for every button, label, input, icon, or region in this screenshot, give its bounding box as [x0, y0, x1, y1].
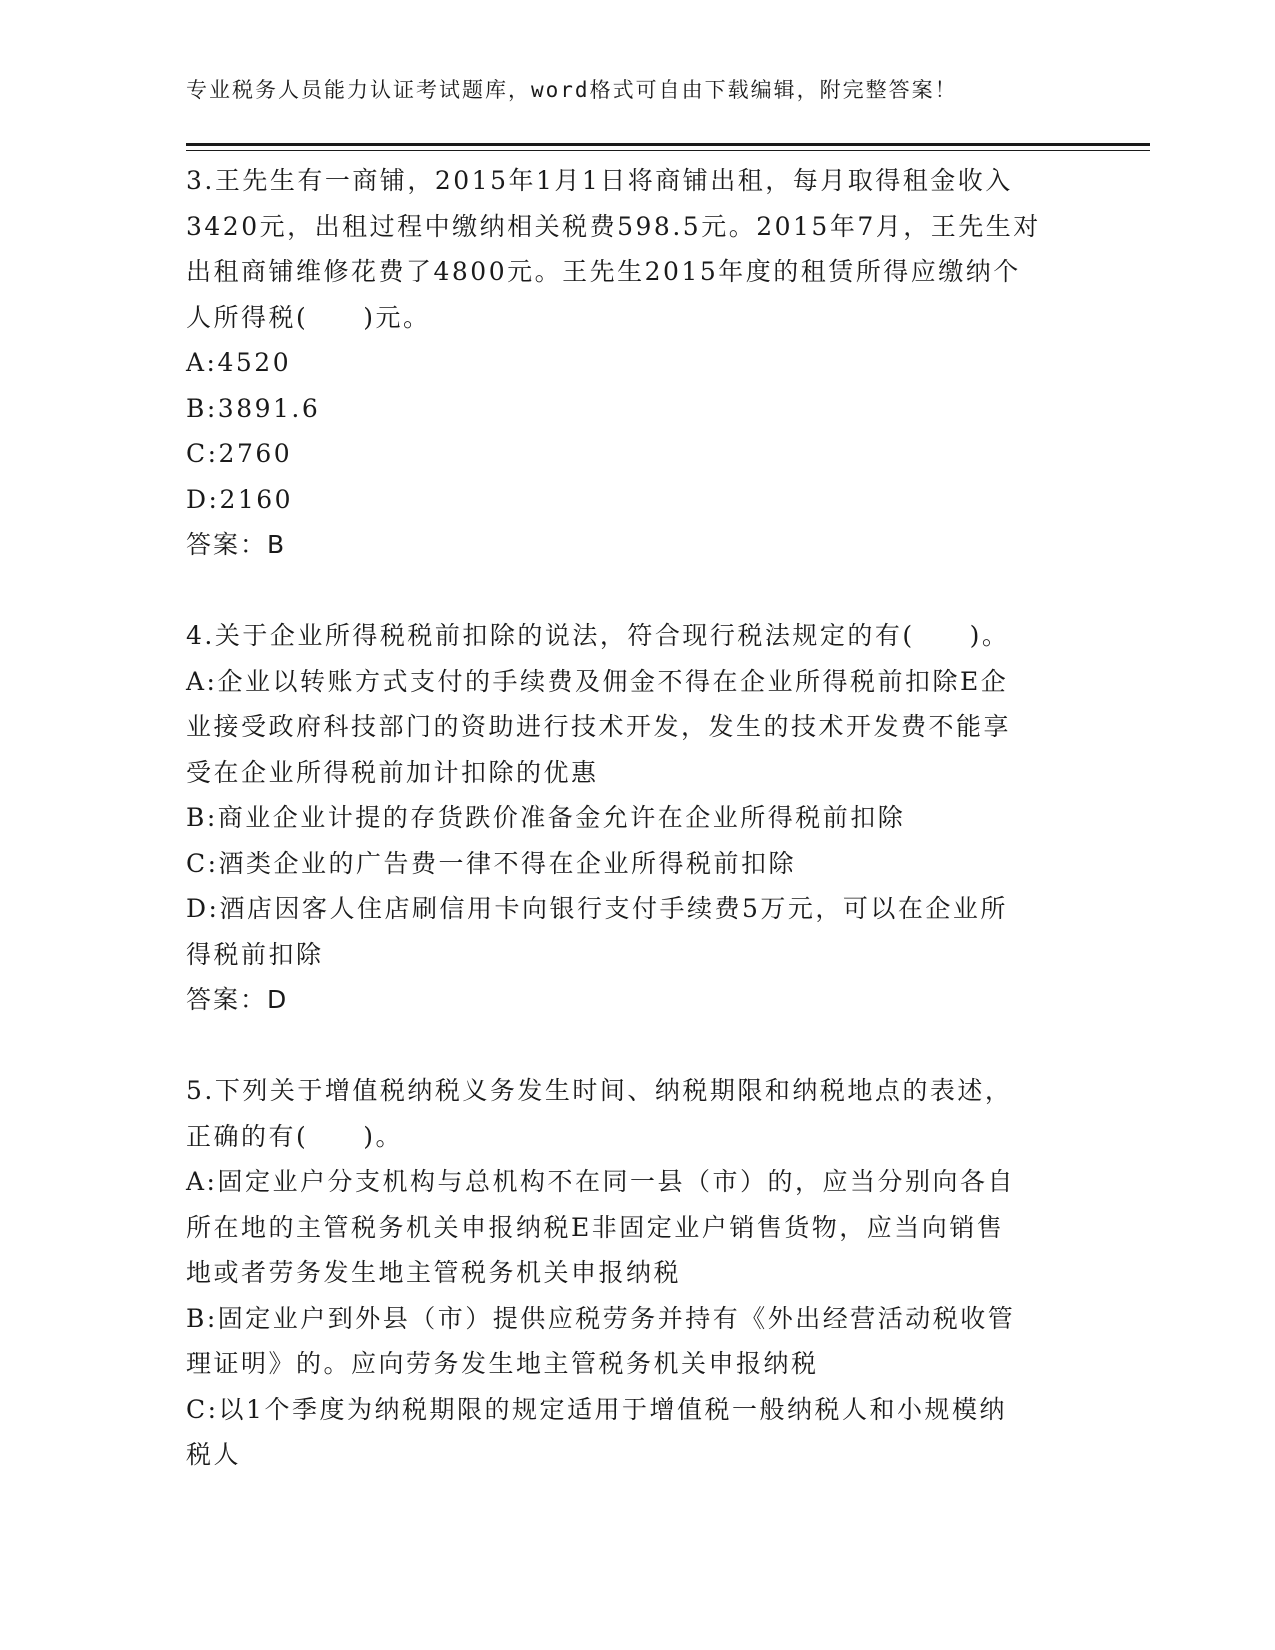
option-c: C:2760 — [186, 439, 293, 468]
question-spacer — [186, 568, 1066, 614]
header-divider-thin — [186, 150, 1150, 151]
option-d: D:酒店因客人住店刷信用卡向银行支付手续费5万元，可以在企业所 — [186, 894, 1008, 923]
answer-label: 答案：D — [186, 985, 289, 1014]
question-3 — [186, 158, 1066, 568]
option-a: A:4520 — [186, 348, 292, 377]
question-stem-line: 4.关于企业所得税税前扣除的说法，符合现行税法规定的有( )。 — [186, 621, 1010, 650]
option-c-continued: 税人 — [186, 1440, 242, 1469]
question-stem-line: 正确的有( )。 — [186, 1121, 404, 1151]
option-d: D:2160 — [186, 484, 294, 514]
question-5 — [186, 1068, 1066, 1478]
option-a-continued: 业接受政府科技部门的资助进行技术开发，发生的技术开发费不能享 — [186, 712, 1012, 741]
option-b-continued: 理证明》的。应向劳务发生地主管税务机关申报纳税 — [186, 1349, 819, 1378]
answer-label: 答案：B — [186, 530, 287, 559]
option-b: B:商业企业计提的存货跌价准备金允许在企业所得税前扣除 — [186, 803, 906, 832]
option-a-continued: 所在地的主管税务机关申报纳税E非固定业户销售货物，应当向销售 — [186, 1212, 1005, 1242]
question-stem-line: 3.王先生有一商铺，2015年1月1日将商铺出租，每月取得租金收入 — [186, 166, 1013, 195]
option-b: B:3891.6 — [186, 393, 321, 423]
option-a: A:固定业户分支机构与总机构不在同一县（市）的，应当分别向各自 — [186, 1167, 1015, 1196]
option-a-continued: 地或者劳务发生地主管税务机关申报纳税 — [186, 1258, 682, 1287]
header-divider-thick — [186, 143, 1150, 146]
question-stem-line: 出租商铺维修花费了4800元。王先生2015年度的租赁所得应缴纳个 — [186, 257, 1021, 286]
option-a-continued: 受在企业所得税前加计扣除的优惠 — [186, 757, 599, 787]
question-list — [186, 158, 1066, 1478]
question-stem-line: 3420元，出租过程中缴纳相关税费598.5元。2015年7月，王先生对 — [186, 211, 1041, 241]
question-stem-line: 5.下列关于增值税纳税义务发生时间、纳税期限和纳税地点的表述， — [186, 1076, 1013, 1105]
option-a: A:企业以转账方式支付的手续费及佣金不得在企业所得税前扣除E企 — [186, 666, 1009, 696]
question-spacer — [186, 1023, 1066, 1069]
option-c: C:酒类企业的广告费一律不得在企业所得税前扣除 — [186, 848, 797, 878]
option-c: C:以1个季度为纳税期限的规定适用于增值税一般纳税人和小规模纳 — [186, 1394, 1007, 1424]
option-d-continued: 得税前扣除 — [186, 939, 324, 969]
question-stem-line: 人所得税( )元。 — [186, 302, 431, 332]
question-4 — [186, 613, 1066, 1023]
page-header: 专业税务人员能力认证考试题库，word格式可自由下载编辑，附完整答案！ — [186, 78, 958, 102]
option-b: B:固定业户到外县（市）提供应税劳务并持有《外出经营活动税收管 — [186, 1303, 1016, 1333]
